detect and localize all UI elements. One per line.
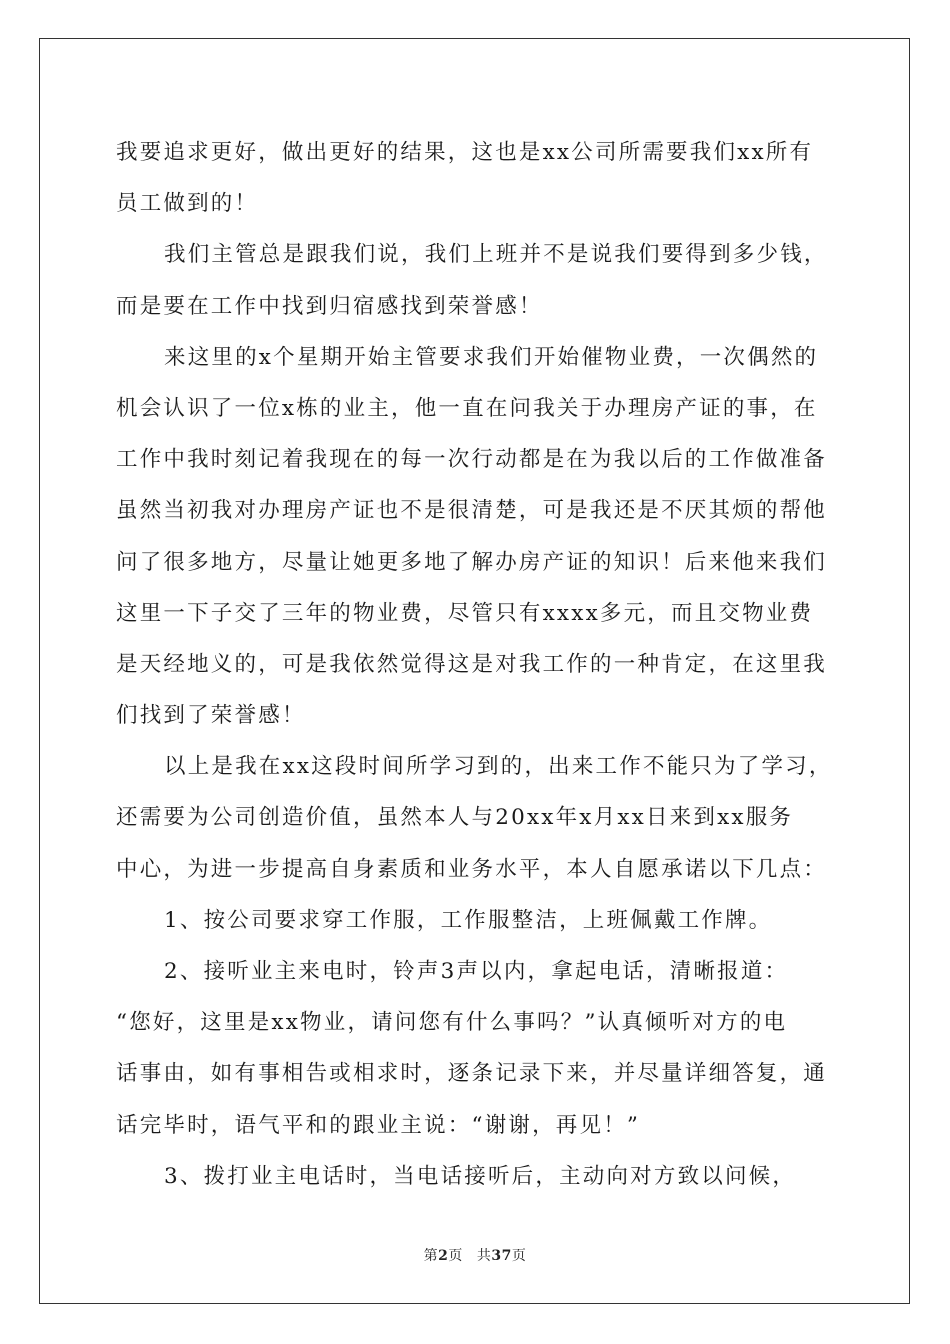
paragraph-start-line: 以上是我在xx这段时间所学习到的，出来工作不能只为了学习， bbox=[164, 754, 833, 780]
total-pages: 37 bbox=[491, 1248, 512, 1264]
text-line: 工作中我时刻记着我现在的每一次行动都是在为我以后的工作做准备 bbox=[116, 447, 828, 473]
text-line: 话事由，如有事相告或相求时，逐条记录下来，并尽量详细答复，通 bbox=[116, 1061, 828, 1087]
document-body bbox=[116, 130, 836, 1205]
page-footer bbox=[0, 1245, 950, 1265]
text-line: 我要追求更好，做出更好的结果，这也是xx公司所需要我们xx所有 bbox=[116, 140, 814, 165]
list-item-line: 1、按公司要求穿工作服，工作服整洁，上班佩戴工作牌。 bbox=[164, 907, 773, 933]
text-line: 这里一下子交了三年的物业费，尽管只有xxxx多元，而且交物业费 bbox=[116, 600, 814, 626]
text-line: 员工做到的！ bbox=[116, 191, 259, 217]
text-line: 是天经地义的，可是我依然觉得这是对我工作的一种肯定，在这里我 bbox=[116, 651, 828, 677]
page-number: 2 bbox=[438, 1248, 449, 1264]
text-line: 还需要为公司创造价值，虽然本人与20xx年x月xx日来到xx服务 bbox=[116, 805, 794, 831]
page-prefix: 第 bbox=[423, 1248, 439, 1264]
paragraph-start-line: 来这里的x个星期开始主管要求我们开始催物业费，一次偶然的 bbox=[164, 344, 819, 370]
page-suffix: 页 bbox=[448, 1248, 463, 1264]
text-line: 而是要在工作中找到归宿感找到荣誉感！ bbox=[116, 293, 543, 319]
list-item-line: 3、拨打业主电话时，当电话接听后，主动向对方致以问候， bbox=[164, 1163, 797, 1189]
paragraph-start-line: 我们主管总是跟我们说，我们上班并不是说我们要得到多少钱， bbox=[164, 242, 828, 268]
text-line: 问了很多地方，尽量让她更多地了解办房产证的知识！后来他来我们 bbox=[116, 549, 828, 575]
text-line: 虽然当初我对办理房产证也不是很清楚，可是我还是不厌其烦的帮他 bbox=[116, 498, 828, 524]
total-prefix: 共 bbox=[476, 1248, 492, 1264]
text-line: “您好，这里是xx物业，请问您有什么事吗？”认真倾听对方的电 bbox=[116, 1010, 788, 1036]
text-line: 们找到了荣誉感！ bbox=[116, 703, 306, 729]
total-suffix: 页 bbox=[511, 1248, 527, 1264]
text-line: 话完毕时，语气平和的跟业主说：“谢谢，再见！” bbox=[116, 1112, 641, 1138]
list-item-line: 2、接听业主来电时，铃声3声以内，拿起电话，清晰报道： bbox=[164, 959, 789, 984]
text-line: 中心，为进一步提高自身素质和业务水平，本人自愿承诺以下几点： bbox=[116, 856, 828, 882]
text-line: 机会认识了一位x栋的业主，他一直在问我关于办理房产证的事，在 bbox=[116, 395, 818, 421]
